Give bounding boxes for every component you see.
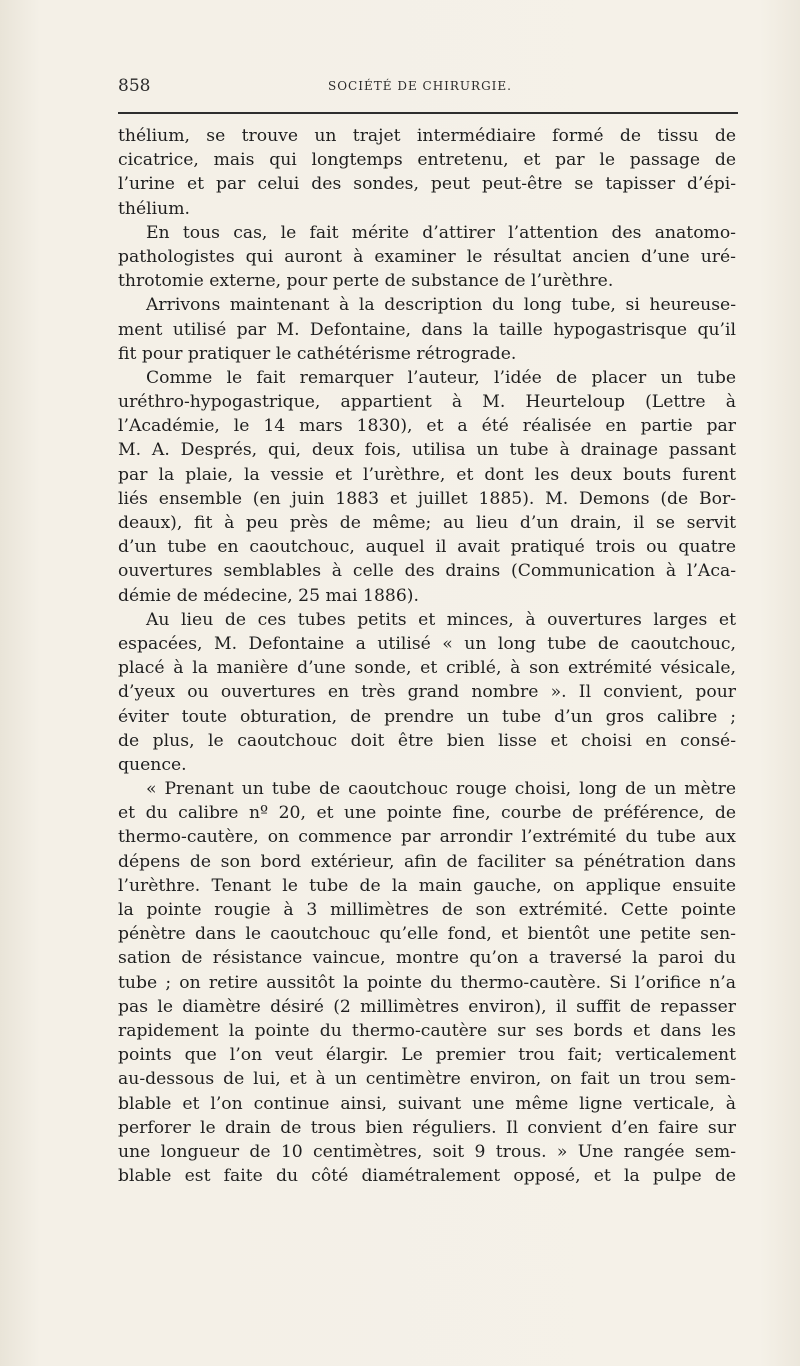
running-title: SOCIÉTÉ DE CHIRURGIE.: [328, 79, 512, 93]
text-line: M. A. Després, qui, deux fois, utilisa un tube à drainage passant: [118, 440, 736, 461]
page-number: 858: [118, 76, 151, 96]
text-line: d’un tube en caoutchouc, auquel il avait pratiqué trois ou quatre: [118, 537, 736, 558]
text-line: blable est faite du côté diamétralement opposé, et la pulpe de: [118, 1166, 736, 1187]
text-line: Au lieu de ces tubes petits et minces, à ouvertures larges et: [146, 609, 736, 630]
text-line: et du calibre nº 20, et une pointe fine, courbe de préférence, de: [118, 803, 736, 824]
text-line: espacées, M. Defontaine a utilisé « un long tube de caoutchouc,: [118, 633, 736, 654]
text-line: démie de médecine, 25 mai 1886).: [118, 585, 419, 606]
text-line: ouvertures semblables à celle des drains (Communication à l’Aca-: [118, 561, 736, 582]
text-line: sation de résistance vaincue, montre qu’on a traversé la paroi du: [118, 948, 736, 969]
text-line: quence.: [118, 754, 187, 775]
text-line: l’urèthre. Tenant le tube de la main gauche, on applique ensuite: [118, 875, 736, 896]
text-line: par la plaie, la vessie et l’urèthre, et dont les deux bouts furent: [118, 464, 736, 485]
text-line: liés ensemble (en juin 1883 et juillet 1885). M. Demons (de Bor-: [118, 488, 736, 509]
text-line: rapidement la pointe du thermo-cautère sur ses bords et dans les: [118, 1020, 736, 1041]
text-line: Comme le fait remarquer l’auteur, l’idée de placer un tube: [146, 367, 736, 388]
text-line: throtomie externe, pour perte de substance de l’urèthre.: [118, 271, 614, 292]
text-line: dépens de son bord extérieur, afin de faciliter sa pénétration dans: [118, 851, 736, 872]
text-line: la pointe rougie à 3 millimètres de son extrémité. Cette pointe: [118, 900, 736, 920]
text-line: thermo-cautère, on commence par arrondir l’extrémité du tube aux: [118, 827, 736, 848]
text-line: perforer le drain de trous bien réguliers. Il convient d’en faire sur: [118, 1117, 736, 1138]
text-line: l’Académie, le 14 mars 1830), et a été réalisée en partie par: [118, 416, 736, 437]
text-line: thélium.: [118, 198, 190, 219]
text-line: fit pour pratiquer le cathétérisme rétrograde.: [118, 343, 517, 364]
body-text: [118, 124, 736, 1188]
text-line: pathologistes qui auront à examiner le résultat ancien d’une uré-: [118, 246, 736, 267]
page-header: [118, 76, 738, 100]
text-line: pas le diamètre désiré (2 millimètres environ), il suffit de repasser: [118, 996, 736, 1017]
text-line: placé à la manière d’une sonde, et criblé, à son extrémité vésicale,: [118, 658, 736, 679]
text-line: « Prenant un tube de caoutchouc rouge choisi, long de un mètre: [146, 779, 736, 800]
text-line: d’yeux ou ouvertures en très grand nombre ». Il convient, pour: [118, 682, 736, 703]
text-line: éviter toute obturation, de prendre un tube d’un gros calibre ;: [118, 706, 736, 727]
text-line: uréthro-hypogastrique, appartient à M. Heurteloup (Lettre à: [118, 392, 736, 413]
header-rule: [118, 112, 738, 114]
text-line: En tous cas, le fait mérite d’attirer l’attention des anatomo-: [146, 222, 736, 243]
text-line: blable et l’on continue ainsi, suivant une même ligne verticale, à: [118, 1093, 736, 1114]
text-line: tube ; on retire aussitôt la pointe du thermo-cautère. Si l’orifice n’a: [118, 972, 736, 993]
text-line: points que l’on veut élargir. Le premier trou fait; verticalement: [118, 1045, 736, 1066]
text-line: de plus, le caoutchouc doit être bien lisse et choisi en consé-: [118, 730, 736, 751]
text-line: ment utilisé par M. Defontaine, dans la taille hypogastrisque qu’il: [118, 319, 736, 340]
text-line: deaux), fit à peu près de même; au lieu d’un drain, il se servit: [118, 513, 736, 533]
text-line: cicatrice, mais qui longtemps entretenu, et par le passage de: [118, 150, 736, 171]
text-line: une longueur de 10 centimètres, soit 9 trous. » Une rangée sem-: [118, 1141, 736, 1162]
text-line: l’urine et par celui des sondes, peut peut-être se tapisser d’épi-: [118, 174, 736, 195]
text-line: pénètre dans le caoutchouc qu’elle fond, et bientôt une petite sen-: [118, 924, 736, 945]
text-line: Arrivons maintenant à la description du long tube, si heureuse-: [146, 295, 736, 316]
text-line: thélium, se trouve un trajet intermédiaire formé de tissu de: [118, 126, 736, 146]
text-line: au-dessous de lui, et à un centimètre environ, on fait un trou sem-: [118, 1069, 736, 1090]
